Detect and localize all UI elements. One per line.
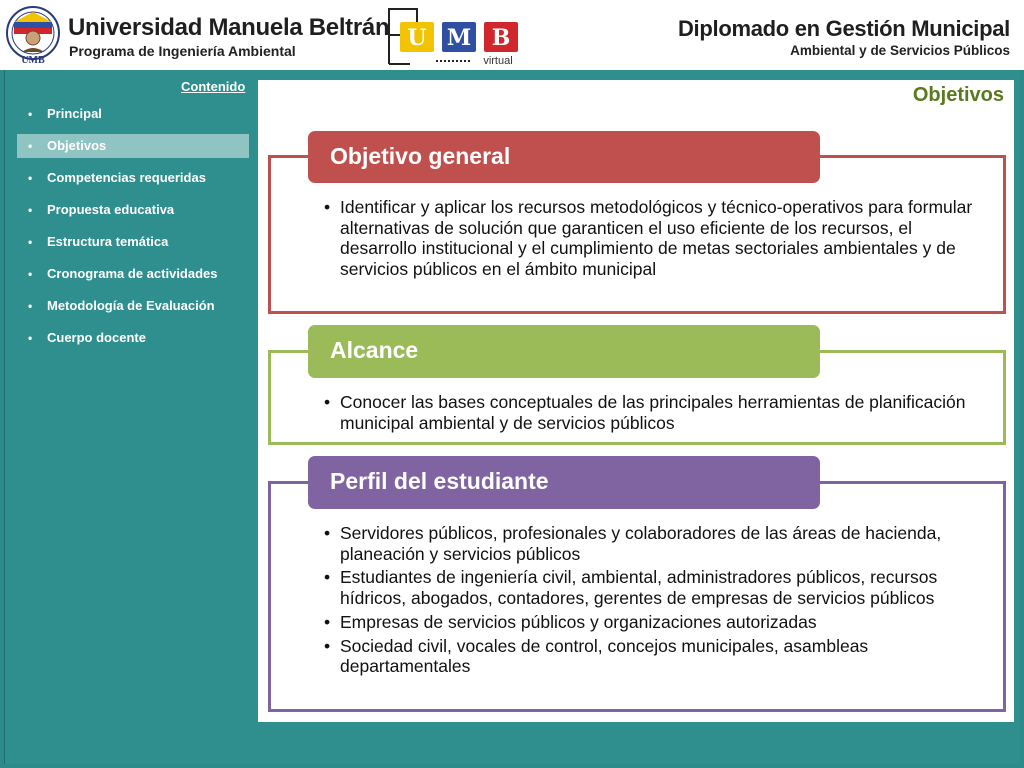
bullet-icon: • bbox=[28, 203, 33, 217]
bullet-icon: • bbox=[28, 139, 33, 153]
bullet-icon: • bbox=[28, 267, 33, 281]
seal-text: UMB bbox=[21, 55, 45, 66]
logo-letter-u: U bbox=[407, 25, 427, 51]
page-header bbox=[0, 0, 1024, 70]
program-subtitle: Programa de Ingeniería Ambiental bbox=[69, 43, 296, 59]
perfil-estudiante-list bbox=[324, 523, 974, 680]
list-item: • Empresas de servicios públicos y organizaciones autorizadas bbox=[324, 612, 974, 633]
list-item: • Servidores públicos, profesionales y colaboradores de las áreas de hacienda, planeación y servicios públicos bbox=[324, 523, 974, 564]
sidebar-item-propuesta[interactable] bbox=[17, 194, 249, 226]
section-title-perfil-estudiante: Perfil del estudiante bbox=[308, 456, 820, 509]
sidebar-item-label: Principal bbox=[47, 106, 102, 121]
sidebar-item-principal[interactable] bbox=[17, 98, 249, 130]
objetivo-general-list bbox=[324, 197, 974, 283]
contenido-link[interactable]: Contenido bbox=[181, 79, 246, 94]
sidebar-item-cronograma[interactable] bbox=[17, 258, 249, 290]
list-item: • Sociedad civil, vocales de control, concejos municipales, asambleas departamentales bbox=[324, 636, 974, 677]
sidebar-item-label: Metodología de Evaluación bbox=[47, 298, 215, 313]
bullet-icon: • bbox=[28, 331, 33, 345]
list-item: • Estudiantes de ingeniería civil, ambiental, administradores públicos, recursos hídricos, abogados, contadores, gerentes de empresas de servicios públicos bbox=[324, 567, 974, 608]
bullet-icon: • bbox=[28, 235, 33, 249]
sidebar-item-estructura[interactable] bbox=[17, 226, 249, 258]
sidebar-item-label: Propuesta educativa bbox=[47, 202, 175, 217]
bullet-icon: • bbox=[28, 171, 33, 185]
bullet-icon: • bbox=[28, 299, 33, 313]
sidebar-item-metodologia[interactable] bbox=[17, 290, 249, 322]
sidebar-item-label: Estructura temática bbox=[47, 234, 169, 249]
sidebar-item-label: Cuerpo docente bbox=[47, 330, 146, 345]
course-subtitle: Ambiental y de Servicios Públicos bbox=[790, 43, 1010, 58]
list-item: • Conocer las bases conceptuales de las principales herramientas de planificación municipal ambiental y de servicios públicos bbox=[324, 392, 974, 433]
logo-letter-b: B bbox=[491, 25, 511, 51]
section-title-objetivo-general: Objetivo general bbox=[308, 131, 820, 183]
umb-virtual-logo-icon bbox=[388, 8, 523, 66]
content-panel bbox=[258, 80, 1014, 722]
university-seal-icon bbox=[4, 4, 62, 66]
sidebar-item-label: Cronograma de actividades bbox=[47, 266, 218, 281]
sidebar-nav bbox=[17, 98, 249, 354]
alcance-list bbox=[324, 392, 974, 436]
sidebar-item-label: Objetivos bbox=[47, 138, 107, 153]
logo-caption: virtual bbox=[483, 55, 513, 66]
sidebar-item-cuerpo-docente[interactable] bbox=[17, 322, 249, 354]
course-title: Diplomado en Gestión Municipal bbox=[677, 16, 1010, 41]
sidebar-item-objetivos[interactable] bbox=[17, 134, 249, 158]
bullet-icon: • bbox=[28, 107, 33, 121]
list-item: • Identificar y aplicar los recursos metodológicos y técnico-operativos para formular alternativas de solución que garanticen el uso eficiente de los recursos, el desarrollo institucional y el cumplimiento de metas sectoriales ambientales y de servicios públicos en el ámbito municipal bbox=[324, 197, 974, 280]
university-title: Universidad Manuela Beltrán bbox=[68, 14, 390, 41]
logo-letter-m: M bbox=[446, 25, 472, 51]
sidebar-item-label: Competencias requeridas bbox=[47, 170, 206, 185]
page-title: Objetivos bbox=[912, 84, 1004, 106]
sidebar-item-competencias[interactable] bbox=[17, 162, 249, 194]
section-title-alcance: Alcance bbox=[308, 325, 820, 378]
